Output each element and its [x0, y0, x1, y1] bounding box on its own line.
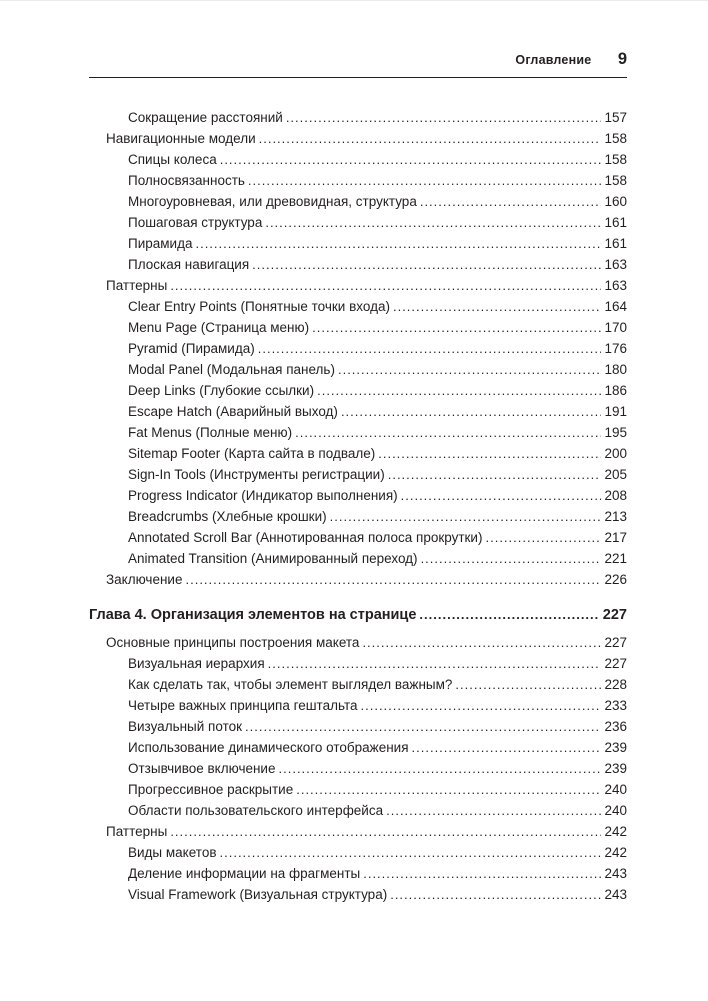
toc-entry [89, 212, 627, 233]
toc-entry [89, 506, 627, 527]
toc-dot-leader [296, 779, 601, 800]
toc-dot-leader [279, 758, 602, 779]
toc-entry-title: Fat Menus (Полные меню) [128, 425, 293, 440]
toc-dot-leader [361, 695, 602, 716]
toc-entry-page: 170 [604, 320, 627, 335]
toc-entry-title: Многоуровневая, или древовидная, структура [128, 194, 417, 209]
toc-dot-leader [185, 569, 601, 590]
toc-dot-leader [195, 233, 601, 254]
toc-entry-title: Sitemap Footer (Карта сайта в подвале) [128, 446, 376, 461]
toc-dot-leader [412, 737, 602, 758]
toc-entry-page: 163 [604, 257, 627, 272]
toc-entry-title: Deep Links (Глубокие ссылки) [128, 383, 315, 398]
toc-dot-leader [485, 527, 601, 548]
toc-entry-page: 180 [604, 362, 627, 377]
toc-entry-page: 158 [604, 173, 627, 188]
toc-dot-leader [362, 632, 601, 653]
toc-entry-page: 161 [604, 215, 627, 230]
toc-entry [89, 296, 627, 317]
toc-entry [89, 548, 627, 569]
toc-dot-leader [259, 128, 602, 149]
toc-dot-leader [286, 107, 602, 128]
toc-entry [89, 128, 627, 149]
toc-dot-leader [421, 548, 602, 569]
toc-dot-leader [420, 191, 602, 212]
toc-entry-title: Progress Indicator (Индикатор выполнения) [128, 488, 398, 503]
toc-dot-leader [245, 716, 601, 737]
toc-dot-leader [220, 149, 602, 170]
toc-entry-title: Пирамида [128, 236, 193, 251]
toc-entry-page: 227 [602, 607, 627, 623]
toc-entry-title: Глава 4. Организация элементов на странице [89, 607, 417, 623]
toc-entry [89, 317, 627, 338]
toc-dot-leader [220, 842, 602, 863]
toc-entry [89, 695, 627, 716]
header-rule [89, 50, 627, 78]
toc-entry-title: Визуальная иерархия [128, 656, 265, 671]
toc-entry [89, 275, 627, 296]
toc-dot-leader [378, 443, 601, 464]
toc-dot-leader [363, 863, 601, 884]
toc-entry-title: Спицы колеса [128, 152, 217, 167]
toc-dot-leader [258, 338, 602, 359]
toc-dot-leader [248, 170, 602, 191]
toc-dot-leader [170, 275, 601, 296]
toc-entry-title: Пошаговая структура [128, 215, 263, 230]
toc-entry-page: 240 [604, 782, 627, 797]
toc-dot-leader [265, 212, 601, 233]
toc-entry-page: 213 [604, 509, 627, 524]
toc-dot-leader [330, 506, 602, 527]
toc-entry-page: 239 [604, 740, 627, 755]
toc-entry-page: 158 [604, 152, 627, 167]
toc-entry-page: 233 [604, 698, 627, 713]
toc-entry-title: Сокращение расстояний [128, 110, 283, 125]
toc-entry-page: 195 [604, 425, 627, 440]
toc-entry-title: Виды макетов [128, 845, 217, 860]
toc-entry-title: Плоская навигация [128, 257, 250, 272]
toc-entry-page: 158 [604, 131, 627, 146]
toc-entry-title: Паттерны [106, 278, 168, 293]
toc-entry-title: Области пользовательского интерфейса [128, 803, 384, 818]
toc-entry [89, 758, 627, 779]
toc-entry [89, 632, 627, 653]
toc-entry-title: Отзывчивое включение [128, 761, 276, 776]
toc-entry-title: Прогрессивное раскрытие [128, 782, 294, 797]
toc-entry [89, 422, 627, 443]
toc-entry-title: Визуальный поток [128, 719, 243, 734]
toc-entry-title: Деление информации на фрагменты [128, 866, 361, 881]
toc-entry [89, 254, 627, 275]
toc-entry-title: Menu Page (Страница меню) [128, 320, 310, 335]
toc-entry-page: 161 [604, 236, 627, 251]
toc-entry [89, 149, 627, 170]
toc-dot-leader [393, 296, 602, 317]
toc-entry-page: 221 [604, 551, 627, 566]
toc-entry-title: Sign-In Tools (Инструменты регистрации) [128, 467, 385, 482]
toc-entry-page: 239 [604, 761, 627, 776]
toc-entry-page: 157 [604, 110, 627, 125]
toc-entry [89, 800, 627, 821]
toc-entry [89, 359, 627, 380]
toc-entry-title: Использование динамического отображения [128, 740, 409, 755]
toc-entry-page: 242 [604, 824, 627, 839]
toc-dot-leader [388, 464, 602, 485]
toc-entry-title: Annotated Scroll Bar (Аннотированная полоса прокрутки) [128, 530, 483, 545]
toc-dot-leader [338, 359, 602, 380]
toc-entry [89, 674, 627, 695]
toc-dot-leader [401, 485, 602, 506]
toc-entry-page: 236 [604, 719, 627, 734]
toc-entry [89, 464, 627, 485]
toc-entry-title: Pyramid (Пирамида) [128, 341, 255, 356]
toc-chapter-entry [89, 603, 627, 627]
toc-entry-page: 176 [604, 341, 627, 356]
toc-entry [89, 443, 627, 464]
toc-entry [89, 653, 627, 674]
toc-entry-title: Clear Entry Points (Понятные точки входа) [128, 299, 390, 314]
toc-entry-page: 160 [604, 194, 627, 209]
toc-entry-title: Четыре важных принципа гештальта [128, 698, 358, 713]
toc-header-title: Оглавление [515, 53, 592, 67]
toc-dot-leader [317, 380, 601, 401]
toc-entry-title: Заключение [106, 572, 183, 587]
page-number: 9 [617, 50, 627, 68]
toc-entry-page: 163 [604, 278, 627, 293]
toc-dot-leader [170, 821, 601, 842]
toc-entry-page: 243 [604, 866, 627, 881]
toc-dot-leader [390, 884, 601, 905]
toc-entry [89, 821, 627, 842]
toc-entry-title: Паттерны [106, 824, 168, 839]
toc-list [89, 107, 627, 905]
toc-entry [89, 170, 627, 191]
toc-entry [89, 863, 627, 884]
toc-entry [89, 338, 627, 359]
toc-entry-page: 228 [604, 677, 627, 692]
toc-entry [89, 380, 627, 401]
toc-entry [89, 569, 627, 590]
toc-entry [89, 842, 627, 863]
toc-dot-leader [341, 401, 602, 422]
toc-entry-page: 164 [604, 299, 627, 314]
toc-entry-page: 200 [604, 446, 627, 461]
toc-entry-page: 227 [604, 635, 627, 650]
toc-dot-leader [312, 317, 601, 338]
toc-entry-title: Breadcrumbs (Хлебные крошки) [128, 509, 327, 524]
toc-entry-page: 205 [604, 467, 627, 482]
toc-entry-title: Основные принципы построения макета [106, 635, 360, 650]
toc-entry-page: 227 [604, 656, 627, 671]
toc-entry [89, 779, 627, 800]
toc-entry [89, 401, 627, 422]
toc-dot-leader [386, 800, 601, 821]
toc-entry [89, 191, 627, 212]
toc-entry [89, 737, 627, 758]
toc-dot-leader [419, 603, 599, 627]
toc-entry-title: Escape Hatch (Аварийный выход) [128, 404, 338, 419]
toc-entry-page: 191 [604, 404, 627, 419]
toc-entry-page: 186 [604, 383, 627, 398]
page-header [89, 50, 627, 78]
toc-entry-page: 243 [604, 887, 627, 902]
toc-entry-title: Animated Transition (Анимированный переход) [128, 551, 418, 566]
toc-entry-page: 240 [604, 803, 627, 818]
toc-entry [89, 485, 627, 506]
toc-dot-leader [455, 674, 601, 695]
toc-dot-leader [295, 422, 601, 443]
toc-entry-title: Навигационные модели [106, 131, 256, 146]
toc-entry-title: Как сделать так, чтобы элемент выглядел важным? [128, 677, 453, 692]
toc-entry-page: 208 [604, 488, 627, 503]
toc-entry [89, 884, 627, 905]
toc-entry-page: 242 [604, 845, 627, 860]
toc-entry-title: Visual Framework (Визуальная структура) [128, 887, 388, 902]
toc-dot-leader [252, 254, 601, 275]
toc-entry [89, 527, 627, 548]
toc-entry [89, 233, 627, 254]
toc-entry-page: 217 [604, 530, 627, 545]
toc-entry [89, 107, 627, 128]
toc-entry-title: Modal Panel (Модальная панель) [128, 362, 335, 377]
toc-entry [89, 716, 627, 737]
toc-entry-title: Полносвязанность [128, 173, 245, 188]
toc-dot-leader [268, 653, 602, 674]
toc-entry-page: 226 [604, 572, 627, 587]
